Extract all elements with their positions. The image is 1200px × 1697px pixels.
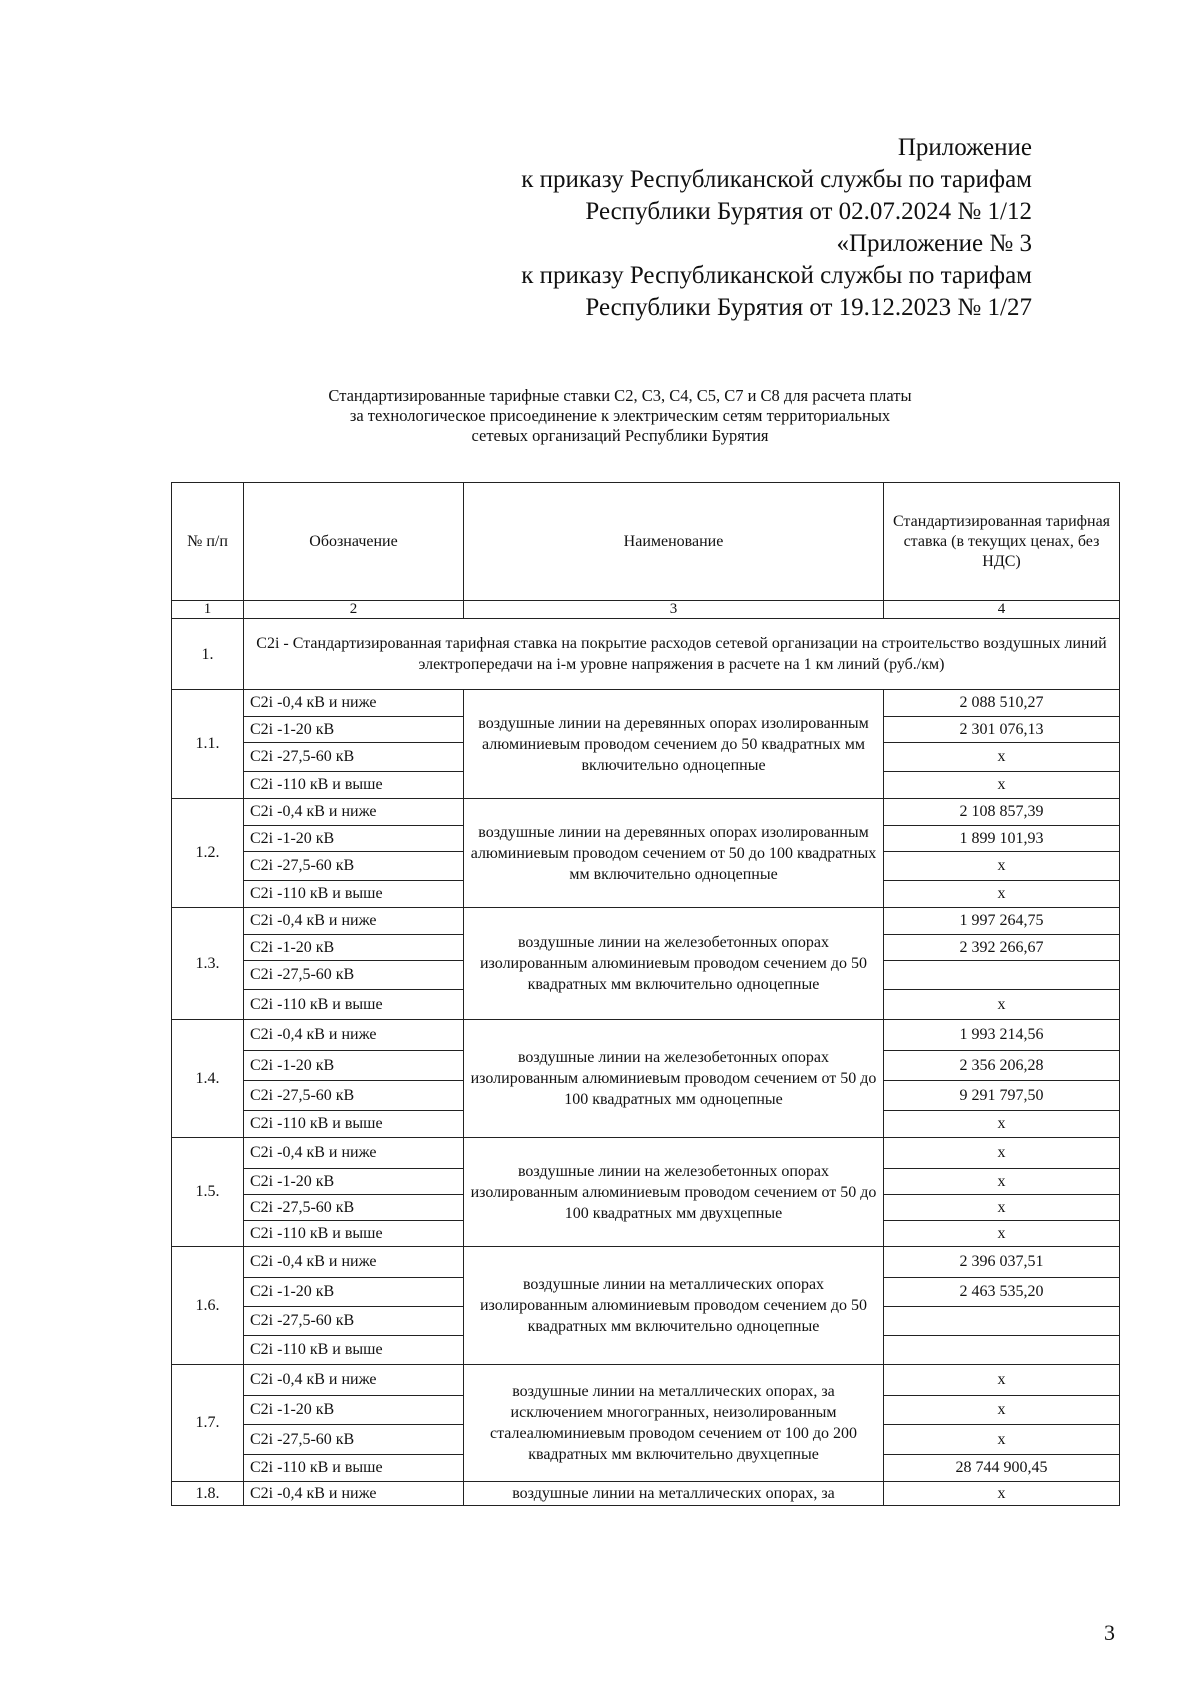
table-row: [172, 1365, 1120, 1396]
rate-value: 2 108 857,39: [884, 799, 1120, 826]
rate-designation: C2i -110 кВ и выше: [244, 1221, 464, 1247]
rate-value: 9 291 797,50: [884, 1081, 1120, 1111]
rate-designation: C2i -0,4 кВ и ниже: [244, 1247, 464, 1278]
rate-value: х: [884, 772, 1120, 799]
rate-value: 2 356 206,28: [884, 1051, 1120, 1081]
rate-value: 2 396 037,51: [884, 1247, 1120, 1278]
line-description: воздушные линии на металлических опорах, за исключением многогранных, неизолированным сталеалюминиевым проводом сечением от 100 до 200 квадратных мм включительно двухцепные: [464, 1365, 884, 1482]
header-line: к приказу Республиканской службы по тарифам: [521, 166, 1032, 193]
rate-value: х: [884, 990, 1120, 1020]
rate-value: 28 744 900,45: [884, 1455, 1120, 1482]
section-row: [172, 619, 1120, 690]
section-number: 1.: [172, 619, 244, 690]
rate-value: х: [884, 1111, 1120, 1138]
line-description: воздушные линии на железобетонных опорах изолированным алюминиевым проводом сечением от 50 до 100 квадратных мм двухцепные: [464, 1138, 884, 1247]
rate-value: х: [884, 881, 1120, 908]
rate-value: 1 899 101,93: [884, 826, 1120, 852]
table-row: [172, 1138, 1120, 1169]
rate-designation: C2i -110 кВ и выше: [244, 881, 464, 908]
rate-designation: C2i -0,4 кВ и ниже: [244, 1020, 464, 1051]
rate-designation: C2i -27,5-60 кВ: [244, 1307, 464, 1336]
rate-designation: C2i -27,5-60 кВ: [244, 852, 464, 881]
rate-value: х: [884, 1482, 1120, 1506]
column-number: 4: [884, 601, 1120, 619]
rate-designation: C2i -110 кВ и выше: [244, 1455, 464, 1482]
table-row: [172, 690, 1120, 717]
header-line: Республики Бурятия от 02.07.2024 № 1/12: [585, 198, 1032, 225]
rate-value: [884, 1307, 1120, 1336]
rate-designation: C2i -1-20 кВ: [244, 935, 464, 961]
rate-value: 2 088 510,27: [884, 690, 1120, 717]
tariff-table: [171, 482, 1120, 1506]
group-number: 1.5.: [172, 1138, 244, 1247]
rate-designation: C2i -27,5-60 кВ: [244, 1195, 464, 1221]
table-row: [172, 908, 1120, 935]
column-header-rate: Стандартизированная тарифная ставка (в текущих ценах, без НДС): [884, 483, 1120, 601]
rate-designation: C2i -27,5-60 кВ: [244, 1425, 464, 1455]
document-header: [521, 132, 1032, 324]
title-line: за технологическое присоединение к электрическим сетям территориальных: [349, 406, 891, 425]
header-line: к приказу Республиканской службы по тарифам: [521, 262, 1032, 289]
document-title: [160, 386, 1080, 446]
rate-designation: C2i -110 кВ и выше: [244, 772, 464, 799]
rate-value: х: [884, 1396, 1120, 1425]
rate-value: х: [884, 1221, 1120, 1247]
line-description: воздушные линии на металлических опорах, за: [464, 1482, 884, 1506]
rate-value: х: [884, 1365, 1120, 1396]
line-description: воздушные линии на деревянных опорах изолированным алюминиевым проводом сечением от 50 до 100 квадратных мм включительно одноцепные: [464, 799, 884, 908]
rate-designation: C2i -110 кВ и выше: [244, 1111, 464, 1138]
rate-designation: C2i -110 кВ и выше: [244, 990, 464, 1020]
table-row: [172, 1247, 1120, 1278]
group-number: 1.2.: [172, 799, 244, 908]
column-header-number: № п/п: [172, 483, 244, 601]
rate-designation: C2i -1-20 кВ: [244, 1169, 464, 1195]
rate-designation: C2i -0,4 кВ и ниже: [244, 799, 464, 826]
column-number: 1: [172, 601, 244, 619]
rate-value: х: [884, 1195, 1120, 1221]
header-line: Приложение: [897, 134, 1032, 161]
rate-designation: C2i -1-20 кВ: [244, 1051, 464, 1081]
rate-value: х: [884, 743, 1120, 772]
rate-designation: C2i -1-20 кВ: [244, 1278, 464, 1307]
table-row: [172, 1482, 1120, 1506]
section-title: C2i - Стандартизированная тарифная ставка на покрытие расходов сетевой организации на строительство воздушных линий электропередачи на i-м уровне напряжения в расчете на 1 км линий (руб./км): [244, 619, 1120, 690]
group-number: 1.7.: [172, 1365, 244, 1482]
column-number: 2: [244, 601, 464, 619]
rate-designation: C2i -0,4 кВ и ниже: [244, 1482, 464, 1506]
table-body: [172, 619, 1120, 1506]
column-header-designation: Обозначение: [244, 483, 464, 601]
rate-value: [884, 1336, 1120, 1365]
group-number: 1.8.: [172, 1482, 244, 1506]
rate-value: 2 463 535,20: [884, 1278, 1120, 1307]
header-line: «Приложение № 3: [836, 230, 1032, 257]
rate-designation: C2i -1-20 кВ: [244, 717, 464, 743]
rate-value: х: [884, 1138, 1120, 1169]
rate-designation: C2i -0,4 кВ и ниже: [244, 1138, 464, 1169]
rate-value: [884, 961, 1120, 990]
group-number: 1.6.: [172, 1247, 244, 1365]
rate-designation: C2i -0,4 кВ и ниже: [244, 690, 464, 717]
page-number: 3: [1104, 1620, 1115, 1645]
rate-designation: C2i -1-20 кВ: [244, 826, 464, 852]
rate-value: х: [884, 1425, 1120, 1455]
rate-designation: C2i -110 кВ и выше: [244, 1336, 464, 1365]
group-number: 1.1.: [172, 690, 244, 799]
column-number: 3: [464, 601, 884, 619]
rate-designation: C2i -0,4 кВ и ниже: [244, 908, 464, 935]
table-header-row: [172, 483, 1120, 601]
header-line: Республики Бурятия от 19.12.2023 № 1/27: [585, 294, 1032, 321]
rate-designation: C2i -27,5-60 кВ: [244, 961, 464, 990]
rate-value: 1 997 264,75: [884, 908, 1120, 935]
column-numbers-row: [172, 601, 1120, 619]
line-description: воздушные линии на железобетонных опорах изолированным алюминиевым проводом сечением до 50 квадратных мм включительно одноцепные: [464, 908, 884, 1020]
title-line: сетевых организаций Республики Бурятия: [471, 426, 769, 445]
rate-designation: C2i -0,4 кВ и ниже: [244, 1365, 464, 1396]
rate-value: х: [884, 1169, 1120, 1195]
rate-designation: C2i -1-20 кВ: [244, 1396, 464, 1425]
column-header-name: Наименование: [464, 483, 884, 601]
table-row: [172, 1020, 1120, 1051]
table-row: [172, 799, 1120, 826]
rate-value: х: [884, 852, 1120, 881]
group-number: 1.4.: [172, 1020, 244, 1138]
rate-designation: C2i -27,5-60 кВ: [244, 1081, 464, 1111]
title-line: Стандартизированные тарифные ставки С2, С3, С4, С5, С7 и С8 для расчета платы: [328, 386, 912, 405]
rate-value: 2 392 266,67: [884, 935, 1120, 961]
group-number: 1.3.: [172, 908, 244, 1020]
rate-value: 2 301 076,13: [884, 717, 1120, 743]
line-description: воздушные линии на железобетонных опорах изолированным алюминиевым проводом сечением от 50 до 100 квадратных мм одноцепные: [464, 1020, 884, 1138]
line-description: воздушные линии на деревянных опорах изолированным алюминиевым проводом сечением до 50 квадратных мм включительно одноцепные: [464, 690, 884, 799]
rate-designation: C2i -27,5-60 кВ: [244, 743, 464, 772]
line-description: воздушные линии на металлических опорах изолированным алюминиевым проводом сечением до 50 квадратных мм включительно одноцепные: [464, 1247, 884, 1365]
rate-value: 1 993 214,56: [884, 1020, 1120, 1051]
